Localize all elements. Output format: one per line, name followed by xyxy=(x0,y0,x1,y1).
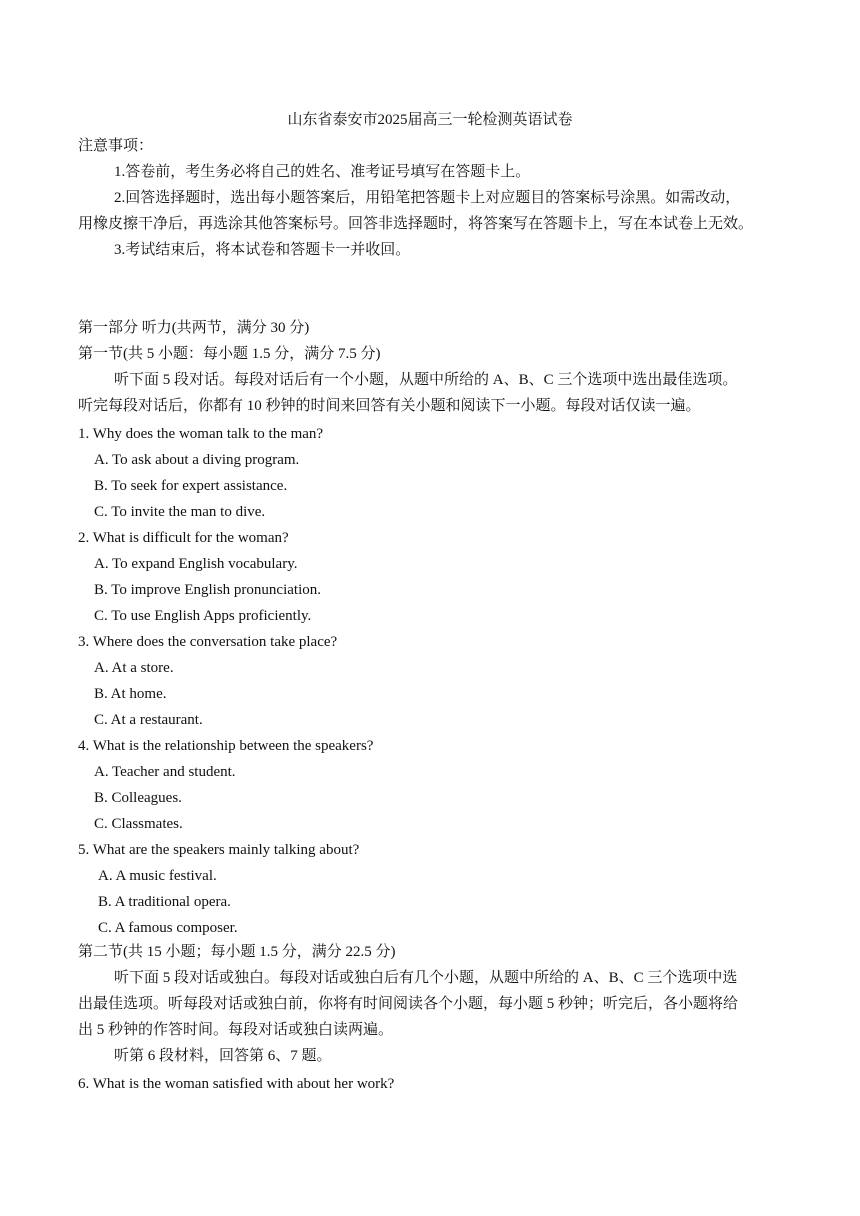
question-5-option-c: C. A famous composer. xyxy=(98,920,238,936)
note-3: 3.考试结束后，将本试卷和答题卡一并收回。 xyxy=(114,242,411,258)
section1-instruction-1: 听下面 5 段对话。每段对话后有一个小题，从题中所给的 A、B、C 三个选项中选出最佳选项。 xyxy=(114,372,738,388)
question-3-option-c: C. At a restaurant. xyxy=(94,712,203,728)
question-5: 5. What are the speakers mainly talking about? xyxy=(78,842,360,858)
notes-heading: 注意事项： xyxy=(78,138,154,154)
question-1-option-c: C. To invite the man to dive. xyxy=(94,504,266,520)
section2-heading: 第二节(共 15 小题；每小题 1.5 分，满分 22.5 分) xyxy=(78,944,396,960)
question-6: 6. What is the woman satisfied with about her work? xyxy=(78,1076,395,1092)
question-4: 4. What is the relationship between the speakers? xyxy=(78,738,374,754)
section2-instruction-3: 出 5 秒钟的作答时间。每段对话或独白读两遍。 xyxy=(78,1022,394,1038)
question-2-option-c: C. To use English Apps proficiently. xyxy=(94,608,312,624)
question-5-option-a: A. A music festival. xyxy=(98,868,217,884)
question-1-option-b: B. To seek for expert assistance. xyxy=(94,478,288,494)
exam-title: 山东省泰安市2025届高三一轮检测英语试卷 xyxy=(287,112,573,128)
section1-instruction-2: 听完每段对话后，你都有 10 秒钟的时间来回答有关小题和阅读下一小题。每段对话仅读一遍。 xyxy=(78,398,701,414)
section2-instruction-2: 出最佳选项。听每段对话或独白前，你将有时间阅读各个小题，每小题 5 秒钟；听完后，各小题将给 xyxy=(78,996,739,1012)
section1-heading: 第一节(共 5 小题：每小题 1.5 分，满分 7.5 分) xyxy=(78,346,381,362)
note-1: 1.答卷前，考生务必将自己的姓名、准考证号填写在答题卡上。 xyxy=(114,164,531,180)
question-1: 1. Why does the woman talk to the man? xyxy=(78,426,324,442)
question-3: 3. Where does the conversation take place? xyxy=(78,634,338,650)
question-2-option-b: B. To improve English pronunciation. xyxy=(94,582,321,598)
question-4-option-a: A. Teacher and student. xyxy=(94,764,236,780)
section2-instruction-1: 听下面 5 段对话或独白。每段对话或独白后有几个小题，从题中所给的 A、B、C 三个选项中选 xyxy=(114,970,738,986)
question-4-option-b: B. Colleagues. xyxy=(94,790,182,806)
question-2-option-a: A. To expand English vocabulary. xyxy=(94,556,298,572)
question-2: 2. What is difficult for the woman? xyxy=(78,530,289,546)
question-3-option-a: A. At a store. xyxy=(94,660,174,676)
question-3-option-b: B. At home. xyxy=(94,686,167,702)
question-5-option-b: B. A traditional opera. xyxy=(98,894,231,910)
question-4-option-c: C. Classmates. xyxy=(94,816,183,832)
material-6-instruction: 听第 6 段材料，回答第 6、7 题。 xyxy=(114,1048,332,1064)
question-1-option-a: A. To ask about a diving program. xyxy=(94,452,300,468)
note-2-continued: 用橡皮擦干净后，再选涂其他答案标号。回答非选择题时，将答案写在答题卡上，写在本试卷上无效。 xyxy=(78,216,754,232)
note-2: 2.回答选择题时，选出每小题答案后，用铅笔把答题卡上对应题目的答案标号涂黑。如需改动， xyxy=(114,190,741,206)
part1-heading: 第一部分 听力(共两节，满分 30 分) xyxy=(78,320,310,336)
